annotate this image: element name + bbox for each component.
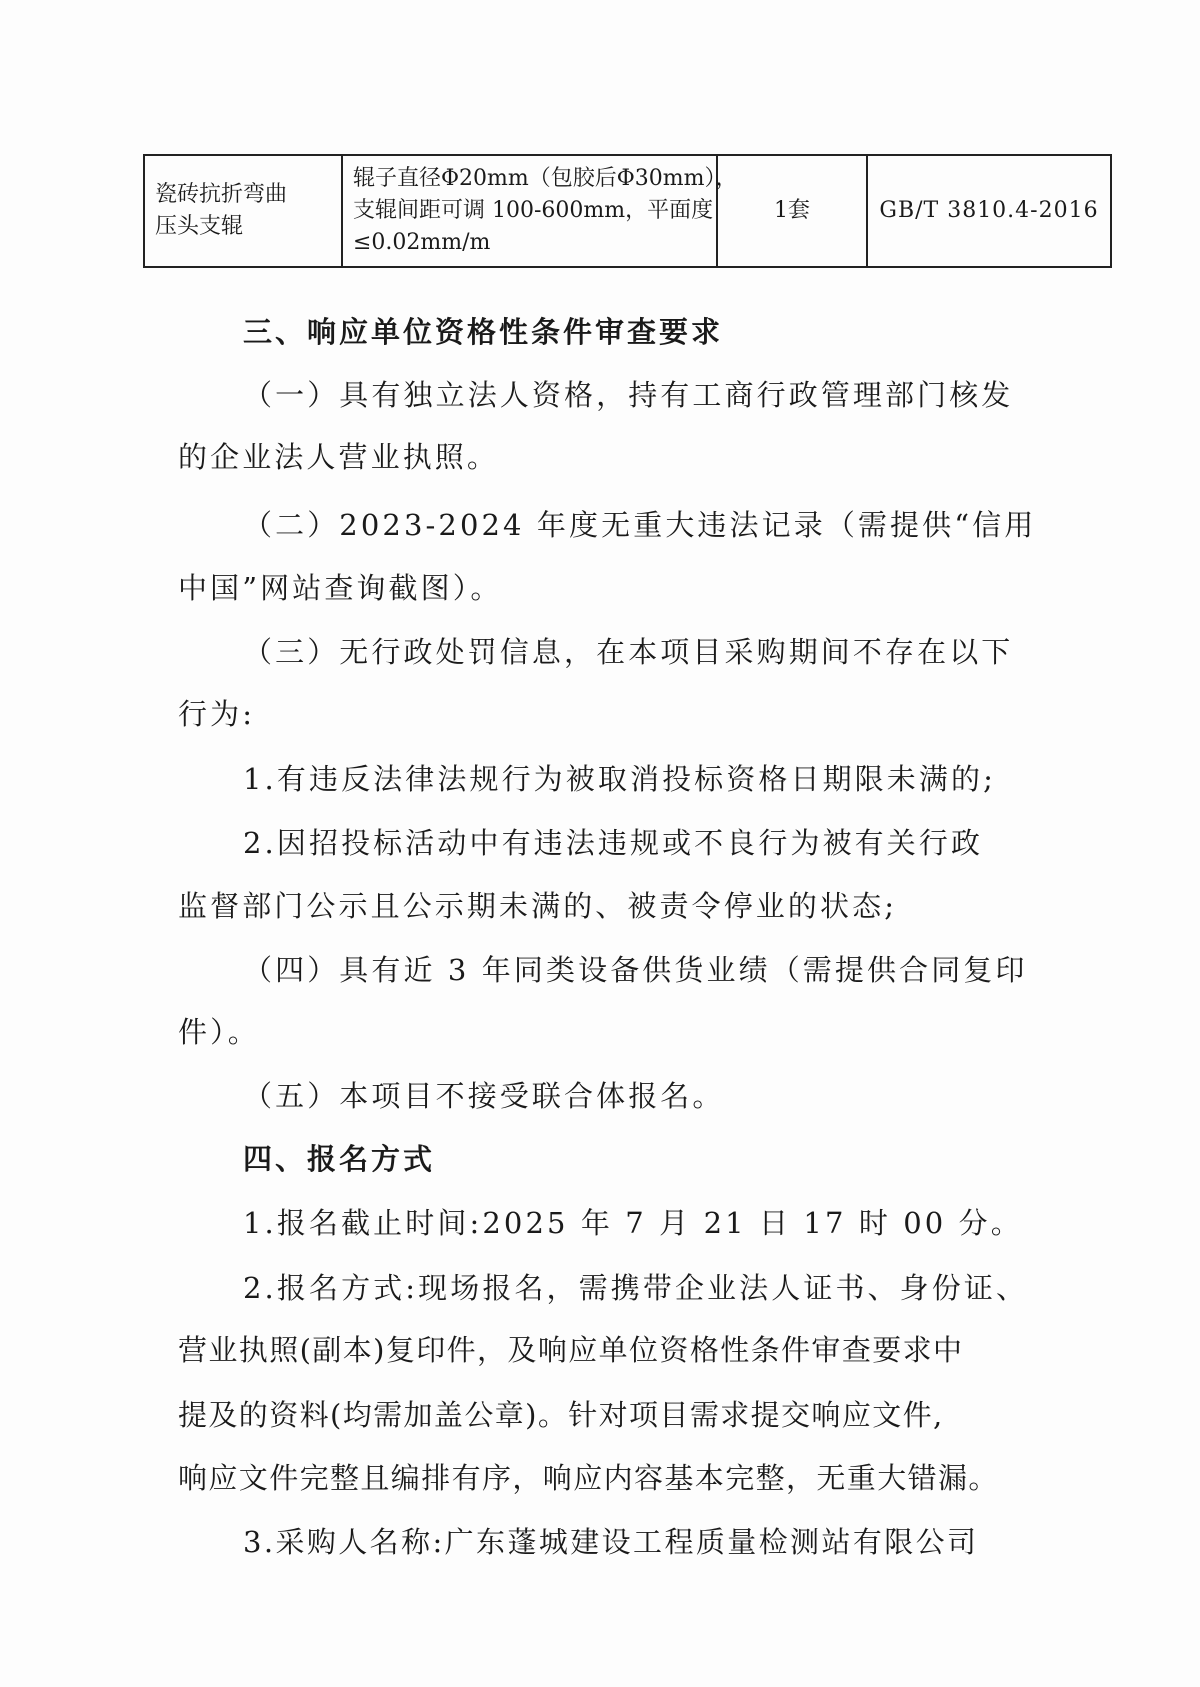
section-4-paragraph-2-line-2: 营业执照(副本)复印件，及响应单位资格性条件审查要求中 <box>178 1333 964 1367</box>
equipment-name-line: 瓷砖抗折弯曲 <box>155 182 288 207</box>
equipment-spec-cell <box>342 155 738 267</box>
equipment-spec-line: 辊子直径Φ20mm（包胶后Φ30mm）， <box>353 166 738 191</box>
section-3-item-1-line-1: （一）具有独立法人资格，持有工商行政管理部门核发 <box>243 378 1014 412</box>
section-4-heading: 四、报名方式 <box>243 1142 436 1176</box>
equipment-name-cell <box>144 155 342 267</box>
equipment-spec-line: 支辊间距可调 100-600mm，平面度 <box>353 198 714 223</box>
equipment-table <box>143 154 1112 268</box>
section-4-paragraph-2-line-3: 提及的资料(均需加盖公章)。针对项目需求提交响应文件, <box>178 1398 944 1432</box>
section-4-paragraph-2-line-4: 响应文件完整且编排有序，响应内容基本完整，无重大错漏。 <box>178 1461 999 1495</box>
table-row <box>144 155 1111 267</box>
section-3-item-3-line-2: 行为: <box>178 697 256 731</box>
section-3-sub-2-line-2: 监督部门公示且公示期未满的、被责令停业的状态; <box>178 889 898 923</box>
section-4-paragraph-3: 3.采购人名称:广东蓬城建设工程质量检测站有限公司 <box>243 1525 979 1559</box>
equipment-spec-line: ≤0.02mm/m <box>353 230 491 255</box>
section-3-item-4-line-2: 件）。 <box>178 1015 260 1049</box>
section-4-paragraph-2-line-1: 2.报名方式:现场报名，需携带企业法人证书、身份证、 <box>243 1271 1029 1305</box>
section-3-heading: 三、响应单位资格性条件审查要求 <box>243 315 724 349</box>
equipment-standard-cell: GB/T 3810.4-2016 <box>867 155 1111 267</box>
equipment-name-line: 压头支辊 <box>155 214 244 239</box>
section-3-item-2-line-1: （二）2023-2024 年度无重大违法记录（需提供“信用 <box>243 508 1037 542</box>
section-3-item-3-line-1: （三）无行政处罚信息，在本项目采购期间不存在以下 <box>243 635 1014 669</box>
section-3-sub-1: 1.有违反法律法规行为被取消投标资格日期限未满的; <box>243 762 996 796</box>
section-3-item-2-line-2: 中国”网站查询截图）。 <box>178 571 503 605</box>
equipment-quantity-cell: 1套 <box>717 155 867 267</box>
section-3-item-4-line-1: （四）具有近 3 年同类设备供货业绩（需提供合同复印 <box>243 953 1028 987</box>
section-3-item-5: （五）本项目不接受联合体报名。 <box>243 1079 725 1113</box>
section-3-item-1-line-2: 的企业法人营业执照。 <box>178 440 500 474</box>
section-3-sub-2-line-1: 2.因招投标活动中有违法违规或不良行为被有关行政 <box>243 826 984 860</box>
section-4-paragraph-1: 1.报名截止时间:2025 年 7 月 21 日 17 时 00 分。 <box>243 1206 1023 1240</box>
